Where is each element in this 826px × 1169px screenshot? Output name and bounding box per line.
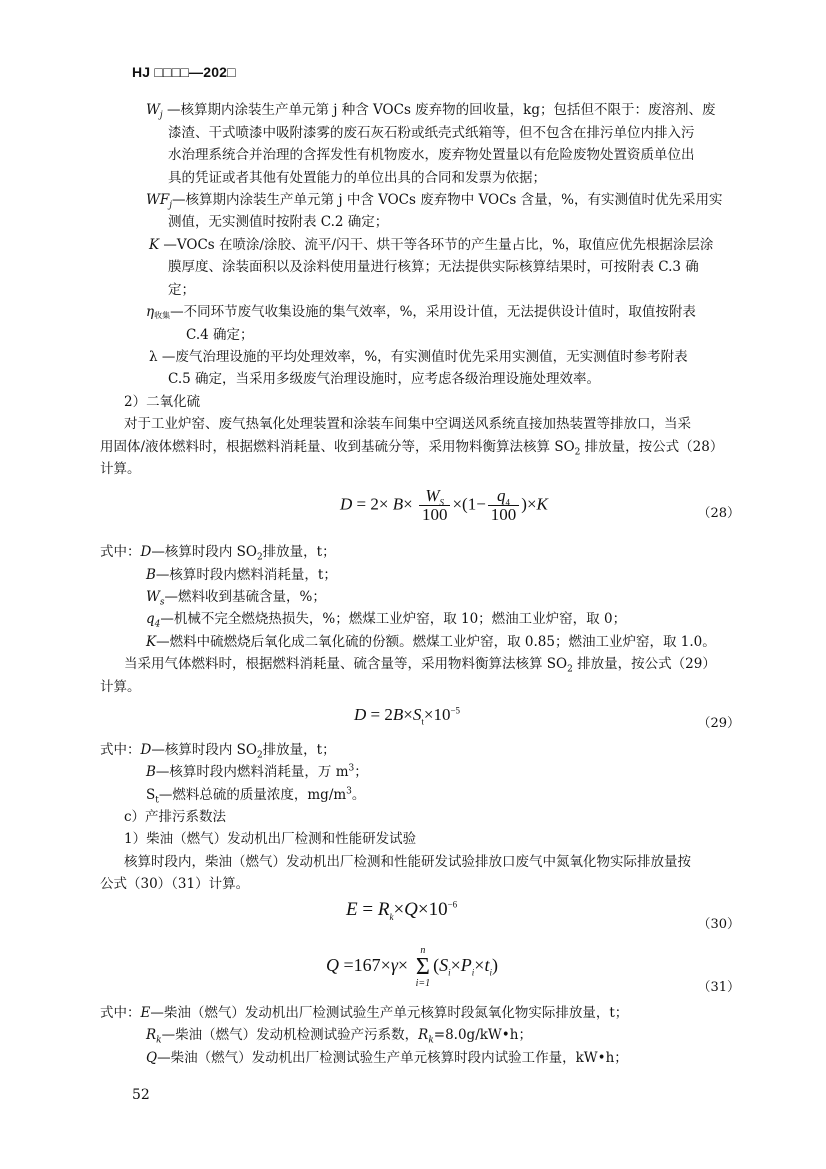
def30-rk-sub2: k — [428, 1035, 434, 1046]
eq31-times: × — [397, 955, 409, 976]
def28-intro: 式中： — [100, 544, 141, 560]
def29-d-text-b: 排放量，t； — [262, 742, 336, 758]
def28-d-text-b: 排放量，t； — [262, 544, 336, 560]
wfj-sub: j — [169, 200, 173, 211]
eq30-eq: = — [362, 899, 374, 920]
eq28-times: × — [403, 494, 413, 514]
eq31-p: P — [460, 955, 472, 976]
para-so2-text-a: 用固体/液体燃料时，根据燃料消耗量、收到基硫分等，采用物料衡算法核算 SO — [100, 439, 575, 455]
def30-rk-value: =8.0g/kW•h； — [433, 1027, 532, 1043]
eq31-number: （31） — [697, 980, 740, 995]
def-wfj-line1 — [146, 191, 722, 209]
def29-intro: 式中： — [100, 742, 141, 758]
def-wj-line3: 水治理系统合并治理的含挥发性有机物废水，废弃物处置量以有危险废物处置资质单位出 — [168, 147, 695, 163]
def29-st-sub: t — [155, 795, 159, 806]
def28-k-text: —燃料中硫燃烧后氧化成二氧化硫的份额。燃煤工业炉窑，取 0.85；燃油工业炉窑，取 1.0。 — [156, 634, 716, 650]
def29-b: B—核算时段内燃料消耗量，万 $m^3$； — [146, 763, 368, 780]
eq30-exp: −6 — [447, 899, 458, 910]
k-text: —VOCs 在喷涂/涂胶、流平/闪干、烘干等各环节的产生量占比，%，取值应优先根据涂层涂 — [159, 237, 714, 253]
para-gas-text-a: 当采用气体燃料时，根据燃料消耗量、硫含量等，采用物料衡算法核算 SO — [124, 656, 568, 672]
eq31-t-sub: i — [489, 967, 492, 978]
eq29-s: S — [412, 705, 422, 724]
eq29-b: B — [392, 705, 404, 724]
def-wfj-line2: 测值，无实测值时按附表 C.2 确定； — [168, 214, 389, 230]
eq29-tail: ×10 — [423, 705, 451, 724]
def30-q — [146, 1049, 628, 1067]
eq28-eq: = 2× — [356, 494, 389, 514]
eta-symbol: η — [146, 304, 155, 320]
def28-k — [146, 633, 716, 651]
eq30-r-sub: k — [389, 911, 394, 922]
wfj-text: —核算期内涂装生产单元第 j 中含 VOCs 废弃物中 VOCs 含量，%，有实测值时优先采用实 — [172, 192, 723, 208]
def-wj-line2: 漆渣、干式喷漆中吸附漆雾的废石灰石粉或纸壳式纸箱等，但不包含在排污单位内排入污 — [168, 125, 695, 141]
wj-symbol: W — [146, 102, 160, 118]
eq28-frac1-sub: S — [439, 497, 445, 508]
def30-e-text: —柴油（燃气）发动机出厂检测试验生产单元核算时段氮氧化物实际排放量，t； — [150, 1005, 629, 1021]
eq31-gamma: γ — [390, 955, 398, 976]
def-lambda-line1 — [149, 348, 688, 366]
eq28-lhs: D — [340, 494, 353, 514]
def28-q4-sub: 4 — [154, 619, 161, 630]
lambda-symbol: λ — [149, 349, 158, 365]
def28-q4-text: —机械不完全燃烧热损失，%；燃煤工业炉窑，取 10；燃油工业炉窑，取 0； — [160, 611, 627, 627]
def28-d-sym: D — [140, 544, 152, 560]
equation-30 — [346, 899, 457, 921]
para-so2-line2: 用固体/液体燃料时，根据燃料消耗量、收到基硫分等，采用物料衡算法核算 $SO_2$ 排放量，按公式（28） — [100, 439, 724, 458]
eq31-lhs: Q — [326, 955, 339, 976]
def-wj-line1 — [146, 101, 716, 119]
wj-text: —核算期内涂装生产单元第 j 种含 VOCs 废弃物的回收量，kg；包括但不限于：废溶剂、废 — [162, 102, 716, 118]
def-eta-line2: C.4 确定； — [186, 327, 254, 343]
equation-31 — [326, 945, 498, 989]
equation-29 — [354, 705, 460, 725]
eq31-open: ( — [433, 955, 440, 976]
def28-d-text-a: —核算时段内 SO — [151, 544, 257, 560]
def30-rk-sym2: R — [418, 1027, 429, 1043]
def-k-line3: 定； — [168, 282, 195, 298]
eq28-frac1-num: W — [425, 486, 440, 505]
def28-d: 式中：D—核算时段内 $SO_2$排放量，t； — [100, 544, 336, 563]
para-so2-line1: 对于工业炉窑、废气热氧化处理装置和涂装车间集中空调送风系统直接加热装置等排放口，当采 — [124, 416, 691, 432]
eq30-times: × — [393, 899, 405, 920]
eq31-sum-bot: i=1 — [415, 978, 431, 989]
para-gas-line2: 计算。 — [100, 679, 141, 695]
eq28-frac2-num: q — [497, 486, 506, 505]
eq31-t: t — [484, 955, 490, 976]
eq31-s: S — [439, 955, 449, 976]
para-gas-line1: 当采用气体燃料时，根据燃料消耗量、硫含量等，采用物料衡算法核算 $SO_2$ 排放量，按公式（29） — [124, 656, 716, 675]
def28-ws-sym: W — [146, 589, 160, 605]
para-c1-line1: 核算时段内，柴油（燃气）发动机出厂检测和性能研发试验排放口废气中氮氧化物实际排放量按 — [124, 854, 691, 870]
def29-st-end: 。 — [351, 787, 366, 803]
eq31-summation: n Σ i=1 — [415, 945, 431, 989]
eq28-mid: ×(1− — [452, 494, 486, 514]
def30-rk — [146, 1026, 532, 1044]
eq30-r: R — [377, 899, 390, 920]
eq29-lhs: D — [354, 705, 367, 724]
def29-st: $S_t—$燃料总硫的质量浓度，$mg/m^3$。 — [146, 786, 366, 806]
eq28-frac2-den: 100 — [490, 505, 517, 524]
def28-b-sym: B — [146, 567, 156, 583]
eq31-eq: =167× — [343, 955, 391, 976]
def30-q-text: —柴油（燃气）发动机出厂检测试验生产单元核算时段内试验工作量，kW•h； — [157, 1050, 628, 1066]
def28-k-sym: K — [146, 634, 157, 650]
def29-b-text: —核算时段内燃料消耗量，万 m — [155, 764, 349, 780]
eq28-frac2 — [488, 487, 520, 524]
eq31-close: ) — [491, 955, 498, 976]
eq29-eq: = 2 — [370, 705, 393, 724]
k-symbol: K — [149, 237, 160, 253]
def28-q4-sym: q — [146, 611, 155, 627]
def30-rk-sym: R — [146, 1027, 157, 1043]
para-so2-text-b: 排放量，按公式（28） — [580, 439, 724, 455]
eq30-q: Q — [404, 899, 418, 920]
def28-ws-text: —燃料收到基硫含量，%； — [164, 589, 326, 605]
eq28-b: B — [392, 494, 404, 514]
eq31-sum-top: n — [420, 945, 426, 956]
wfj-symbol: WF — [146, 192, 170, 208]
eq31-x1: × — [450, 955, 461, 976]
def28-b-text: —核算时段内燃料消耗量，t； — [155, 567, 337, 583]
def29-d: 式中：D—核算时段内 $SO_2$排放量，t； — [100, 742, 336, 761]
para-so2-line3: 计算。 — [100, 461, 141, 477]
def28-q4 — [146, 610, 626, 628]
eq31-p-sub: i — [471, 967, 475, 978]
def28-b — [146, 566, 337, 584]
page-header: HJ □□□□—202□ — [132, 64, 236, 80]
def30-rk-sub: k — [156, 1035, 162, 1046]
def29-d-text-a: —核算时段内 SO — [151, 742, 257, 758]
def-wj-line4: 具的凭证或者其他有处置能力的单位出具的合同和发票为依据； — [168, 170, 546, 186]
def29-st-sym: S — [146, 787, 156, 803]
def30-e-sym: E — [140, 1005, 151, 1021]
def-eta-line1 — [146, 303, 696, 325]
def30-e — [100, 1004, 628, 1022]
def-lambda-line2: C.5 确定，当采用多级废气治理设施时，应考虑各级治理设施处理效率。 — [168, 371, 601, 387]
eq29-exp: −5 — [450, 705, 461, 716]
eq29-times: × — [403, 705, 413, 724]
def29-d-sym: D — [140, 742, 152, 758]
eq31-s-sub: i — [448, 967, 451, 978]
eq29-number: （29） — [697, 716, 740, 731]
eq30-tail: ×10 — [417, 899, 448, 920]
def30-q-sym: Q — [146, 1050, 158, 1066]
para-gas-text-b: 排放量，按公式（29） — [572, 656, 716, 672]
eq30-lhs: E — [346, 899, 358, 920]
heading-c1: 1）柴油（燃气）发动机出厂检测和性能研发试验 — [124, 831, 417, 847]
def30-intro: 式中： — [100, 1005, 141, 1021]
def28-ws — [146, 588, 326, 606]
def30-rk-text: —柴油（燃气）发动机检测试验产污系数， — [161, 1027, 419, 1043]
equation-28 — [340, 487, 548, 524]
heading-c: c）产排污系数法 — [124, 809, 227, 825]
eq28-frac1-den: 100 — [421, 505, 448, 524]
def-k-line1 — [149, 236, 713, 254]
page-number: 52 — [132, 1087, 150, 1103]
def29-st-text: —燃料总硫的质量浓度，mg/m — [158, 787, 347, 803]
eq28-frac1 — [419, 487, 451, 524]
lambda-text: —废气治理设施的平均处理效率，%，有实测值时优先采用实测值，无实测值时参考附表 — [157, 349, 688, 365]
eq31-x2: × — [474, 955, 485, 976]
eq30-number: （30） — [697, 917, 740, 932]
def29-b-sym: B — [146, 764, 156, 780]
eq29-s-sub: t — [421, 716, 424, 727]
eq28-number: （28） — [697, 506, 740, 521]
para-c1-line2: 公式（30）（31）计算。 — [100, 876, 250, 892]
eta-sub: 收集 — [154, 311, 171, 320]
heading-so2: 2）二氧化硫 — [124, 394, 201, 410]
def28-ws-sub: s — [159, 597, 165, 608]
def29-b-end: ； — [354, 764, 368, 780]
eq28-k: K — [536, 494, 548, 514]
eq28-tail: )× — [521, 494, 537, 514]
def-k-line2: 膜厚度、涂装面积以及涂料使用量进行核算；无法提供实际核算结果时，可按附表 C.3 确 — [168, 259, 699, 275]
eq28-frac2-sub: 4 — [505, 497, 511, 508]
eta-text: —不同环节废气收集设施的集气效率，%，采用设计值，无法提供设计值时，取值按附表 — [170, 304, 696, 320]
wj-sub: j — [159, 110, 163, 121]
